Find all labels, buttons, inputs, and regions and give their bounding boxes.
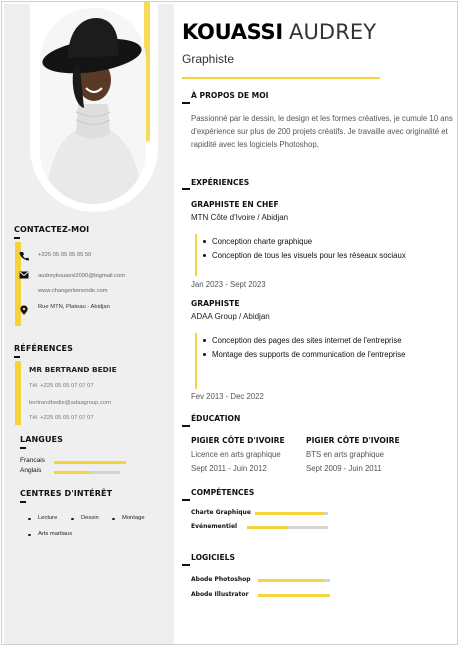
skill-level-bar-0 <box>255 512 328 515</box>
skill-level-fill-1 <box>247 526 288 529</box>
interest-item-1: Dessin <box>81 515 99 521</box>
skill-level-fill-0 <box>255 512 324 515</box>
software-title-bar <box>182 564 190 566</box>
references-accent-rail <box>15 361 21 425</box>
first-name: KOUASSI <box>182 20 283 44</box>
job-bullet: Conception de tous les visuels pour les réseaux sociaux <box>212 250 437 262</box>
contact-title: CONTACTEZ-MOI <box>14 225 90 234</box>
software-label-1: Abode Illustrator <box>191 591 249 598</box>
language-level-bar-0 <box>54 461 126 464</box>
job-dates-0: Jan 2023 - Sept 2023 <box>191 280 266 289</box>
languages-title-bar <box>20 447 26 449</box>
software-title: LOGICIELS <box>191 553 235 562</box>
references-title-bar <box>14 356 20 358</box>
interests-title: CENTRES D'INTÉRÊT <box>20 489 113 498</box>
edu-dates-1: Sept 2009 - Juin 2011 <box>306 464 382 473</box>
contact-address: Rue MTN, Plateau - Abidjan <box>38 304 110 310</box>
interests-title-bar <box>20 501 26 503</box>
job-role-0: GRAPHISTE EN CHEF <box>191 200 279 209</box>
profile-photo <box>40 8 146 204</box>
education-title: ÉDUCATION <box>191 414 241 423</box>
interest-item-3: Arts martiaux <box>38 531 73 537</box>
software-label-0: Abode Photoshop <box>191 576 251 583</box>
contact-title-bar <box>14 237 20 239</box>
edu-dates-0: Sept 2011 - Juin 2012 <box>191 464 267 473</box>
contact-phone: +225 05 05 05 05 50 <box>38 252 92 258</box>
job-company-1: ADAA Group / Abidjan <box>191 312 270 321</box>
job-title: Graphiste <box>182 52 235 66</box>
software-level-fill-0 <box>258 579 323 582</box>
job-bullet: Montage des supports de communication de l'entreprise <box>212 349 437 361</box>
interest-item-0: Lecture <box>38 515 58 521</box>
skill-label-0: Charte Graphique <box>191 509 251 516</box>
job-dates-1: Fev 2013 - Dec 2022 <box>191 392 264 401</box>
edu-degree-1: BTS en arts graphique <box>306 450 385 459</box>
job-bullet: Conception des pages des sites internet de l'entreprise <box>212 335 437 347</box>
language-label-1: Anglais <box>20 467 42 474</box>
last-name: AUDREY <box>289 20 377 44</box>
reference-phone: Tél. +225 05 05 07 07 07 <box>29 383 94 389</box>
reference-email[interactable]: bertrandbedie@adaagroup.com <box>29 400 111 406</box>
about-title: À PROPOS DE MOI <box>191 91 269 100</box>
skill-label-1: Evénementiel <box>191 523 238 530</box>
job-accent-rail-0 <box>195 234 197 276</box>
skills-title: COMPÉTENCES <box>191 488 255 497</box>
reference-phone-2: Tél. +225 05 05 07 07 07 <box>29 415 94 421</box>
portrait-illustration <box>40 8 146 204</box>
language-level-fill-0 <box>54 461 126 464</box>
interest-item-2: Montage <box>122 515 145 521</box>
title-accent-rule <box>182 77 380 79</box>
experience-title-bar <box>182 188 190 190</box>
phone-icon <box>19 251 29 261</box>
job-bullets-1 <box>212 335 437 362</box>
job-role-1: GRAPHISTE <box>191 299 240 308</box>
location-pin-icon <box>19 305 29 315</box>
software-level-fill-1 <box>258 594 330 597</box>
references-title: RÉFÉRENCES <box>14 344 73 353</box>
cv-page <box>1 1 458 645</box>
contact-email[interactable]: audreykouassi2000@bigmail.com <box>38 273 126 279</box>
about-title-bar <box>182 102 190 104</box>
job-bullet: Conception charte graphique <box>212 236 437 248</box>
about-text: Passionné par le dessin, le design et les formes créatives, je cumule 10 ans d'expérience sur plus de 200 projets créatifs. Je travaille avec originalité et rapidité avec les logiciels Photoshop, <box>191 114 453 149</box>
skills-title-bar <box>182 499 190 501</box>
experience-title: EXPÉRIENCES <box>191 178 250 187</box>
language-label-0: Francais <box>20 457 45 464</box>
education-title-bar <box>182 425 190 427</box>
edu-degree-0: Licence en arts graphique <box>191 450 281 459</box>
job-company-0: MTN Côte d'Ivoire / Abidjan <box>191 213 289 222</box>
skill-level-bar-1 <box>247 526 328 529</box>
languages-title: LANGUES <box>20 435 63 444</box>
language-level-fill-1 <box>54 471 90 474</box>
contact-website[interactable]: www.changerlemonde.com <box>38 288 108 294</box>
edu-school-1: PIGIER CÔTE D'IVOIRE <box>306 436 400 445</box>
envelope-icon <box>19 270 29 280</box>
software-level-bar-1 <box>258 594 330 597</box>
software-level-bar-0 <box>258 579 330 582</box>
edu-school-0: PIGIER CÔTE D'IVOIRE <box>191 436 285 445</box>
reference-name: MR BERTRAND BEDIE <box>29 365 117 374</box>
language-level-bar-1 <box>54 471 120 474</box>
job-bullets-0 <box>212 236 437 263</box>
job-accent-rail-1 <box>195 333 197 389</box>
